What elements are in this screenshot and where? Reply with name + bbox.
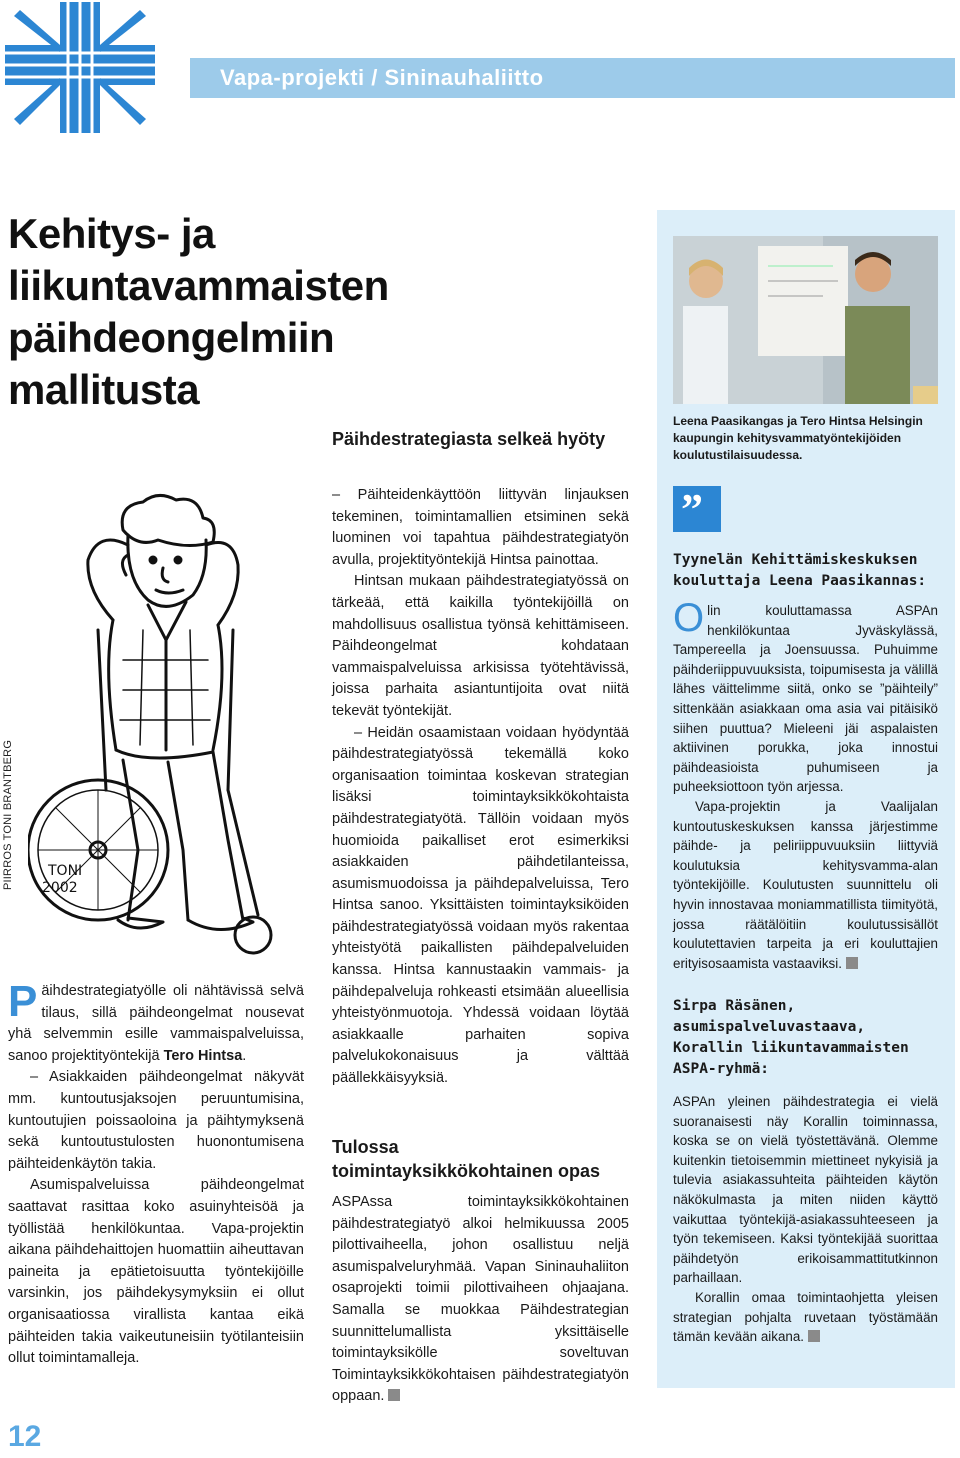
sidebar-text: Korallin omaa toimintaohjetta yleisen strategian pohjalta ruvetaan työstämään tämän kevään aikana. [673, 1289, 938, 1345]
person-name: Tero Hintsa [163, 1047, 243, 1064]
sidebar-sirpa-paragraph-2 [673, 1288, 938, 1347]
column1-text: äihdestrategiatyölle oli nähtävissä selvä tilaus, sillä päihdeongelmat nousevat yhä selvemmin esille vammaispalveluissa, sanoo projektityöntekijä [8, 983, 304, 1064]
column1-paragraph-2: – Asiakkaiden päihdeongelmat näkyvät mm. kuntoutusjaksojen peruuntumisina, kuntoutujien poissaoloina ja päihtymyksenä sekä kuntoutustulosten huonontumisena päihteidenkäytön takia. [8, 1069, 304, 1172]
article-column-1 [8, 977, 304, 1370]
quote-glyph: ” [681, 485, 703, 534]
illustration-signature-line2: 2002 [42, 880, 78, 896]
column1-paragraph-3: Asumispalveluissa päihdeongelmat saattavat rasittaa koko asuinyhteisöä ja työllistää henkilökuntaa. Vapa-projektin aikana päihdehaittojen huomattiin aiheuttavan paineita ja epätietoisuutta työntekijöille varsinkin, jos päihdekysymyksiin ei ollut organisaatiossa virallista kantaa eikä päihteiden takia vaikeutuneisiin työtilanteisiin ollut toimintamalleja. [8, 1177, 304, 1367]
wheelchair-illustration [28, 490, 298, 970]
blue-ribbon-cross-icon [0, 0, 160, 135]
article-title: Kehitys- ja liikuntavammaisten päihdeongelmiin mallitusta [8, 210, 389, 413]
sidebar-leena-paragraph-2 [673, 797, 938, 973]
presentation-photo [673, 236, 938, 404]
subheading-strategy-benefit: Päihdestrategiasta selkeä hyöty [332, 429, 606, 449]
quote-mark-icon [673, 486, 721, 532]
page-number: 12 [8, 1420, 42, 1453]
column1-text: . [242, 1047, 247, 1064]
subheading-upcoming-guide: Tulossa toimintayksikkökohtainen opas [332, 1137, 601, 1181]
sidebar-sirpa-paragraph-1: ASPAn yleinen päihdestrategia ei vielä suoranaisesti näy Korallin toiminnassa, koska se on vielä työstettävänä. Olemme kuitenkin tietoisemmin miettineet nykyisiä ja tulevia asiakassuhteita päihteiden käytön näkökulmasta ja miten niiden käyttö vaikuttaa työntekijä-asiakassuhteeseen ja työn tekemiseen. Kaksi työntekijää suorittaa päihdetyön erikoisammattitutkinnon parhaillaan. [673, 1094, 938, 1286]
column2-paragraph-4 [332, 1192, 629, 1408]
column2-paragraph-2: Hintsan mukaan päihdestrategiatyössä on tärkeää, että kaikilla työntekijöillä on mahdollisuus osallistua työnsä kehittämiseen. Päihdeongelmat kohdataan vammaispalveluissa arkisissa työtehtävissä, joissa parhaita asiantuntijoita ovat niitä tekevät työntekijät. [332, 573, 629, 719]
photo-credit-text: PIIRROS TONI BRANTBERG [2, 739, 14, 890]
sidebar-leena-paragraph-1 [673, 596, 938, 797]
header-title: Vapa-projekti / Sininauhaliitto [220, 65, 544, 90]
header-bar [190, 58, 955, 98]
photo-caption: Leena Paasikangas ja Tero Hintsa Helsingin kaupungin kehitysvammatyöntekijöiden koulutustilaisuudessa. [673, 414, 923, 462]
end-mark-icon [846, 957, 858, 969]
column1-paragraph-1 [8, 977, 304, 1067]
sidebar-text-sirpa [673, 1092, 938, 1347]
sidebar-text: lin kouluttamassa ASPAn henkilökuntaa Jyväskylässä, Tampereella ja Joensuussa. Puhuimme päihderiippuvuuksista, toipumisesta ja välillä lähes väittelimme siitä, onko se ”päihteily” sittenkään asiakkaan oma asia vai pitäisikö siihen puuttua? Mieleeni jäi aspalaisten aktiivinen porukka, joka innostui päihdeasioista puhumiseen ja puheeksiottoon työn arjessa. [673, 603, 938, 795]
illustration-signature-line1: TONI [48, 863, 83, 879]
article-column-2 [332, 485, 629, 1090]
column2-paragraph-1: – Päihteidenkäyttöön liittyvän linjauksen tekeminen, toimintamallien etsiminen sekä luominen voi tapahtua päihdestrategiatyön avulla, projektityöntekijä Hintsa painottaa. [332, 487, 629, 568]
column2-text: ASPAssa toimintayksikkökohtainen päihdestrategiatyö alkoi helmikuussa 2005 pilottivaiheella, johon osallistuu neljä asumispalveluryhmää. Vapan Sininauhaliiton osaprojekti toimii pilottivaiheen ohjaajana. Samalla se muokkaa Päihdestrategian suunnittelumallista yksittäiselle toimintayksikölle soveltuvan Toimintayksikkökohtaisen päihdestrategiatyön oppaan. [332, 1194, 629, 1405]
end-mark-icon [388, 1389, 400, 1401]
column2-paragraph-3: – Heidän osaamistaan voidaan hyödyntää päihdestrategiatyössä tekemällä koko organisaation toimintaa koskevan strategian lisäksi toimintayksikkökohtaista päihdestrategiatyötä. Tällöin voidaan myös huomioida paikalliset erot esimerkiksi asiakkaiden päihdetilanteissa, asumismuodoissa ja päihdepalveluissa, Tero Hintsa sanoo. Yksittäisten toimintayksiköiden päihdestrategiatyössä voidaan myös rakentaa yhteistyötä paikallisten päihdepalveluiden kanssa. Hintsa kannustaakin vammais- ja päihdepalveluja rohkeasti etsimään alueellisia yhteistyönmuotoja. Yhdessä voidaan löytää asiakkaalle parhaiten sopiva palvelukokonaisuus ja välttää päällekkäisyyksiä. [332, 724, 629, 1087]
sidebar-text-leena [673, 596, 938, 973]
sidebar-heading-sirpa: Sirpa Räsänen, asumispalveluvastaava, Korallin liikuntavammaisten ASPA-ryhmä: [673, 998, 909, 1077]
sidebar-text: Vapa-projektin ja Vaalijalan kuntoutuskeskuksen kanssa järjestimme päihde- ja peliriippuvuuksiin liittyviä koulutuksia kehitysvamma-alan työntekijöille. Koulutusten suunnittelu oli hyvin innostavaa moniammatillista tiimityötä, jossa räätälöitiin koulutussisällöt koulutettavien tarpeita ja eri kouluttajien erityisosaamista vastaaviksi. [673, 798, 938, 971]
sidebar-heading-leena: Tyynelän Kehittämiskeskuksen kouluttaja Leena Paasikannas: [673, 552, 927, 589]
article-column-2-lower [332, 1192, 629, 1408]
dropcap: O [673, 596, 705, 640]
dropcap: P [8, 977, 38, 1026]
end-mark-icon [808, 1330, 820, 1342]
